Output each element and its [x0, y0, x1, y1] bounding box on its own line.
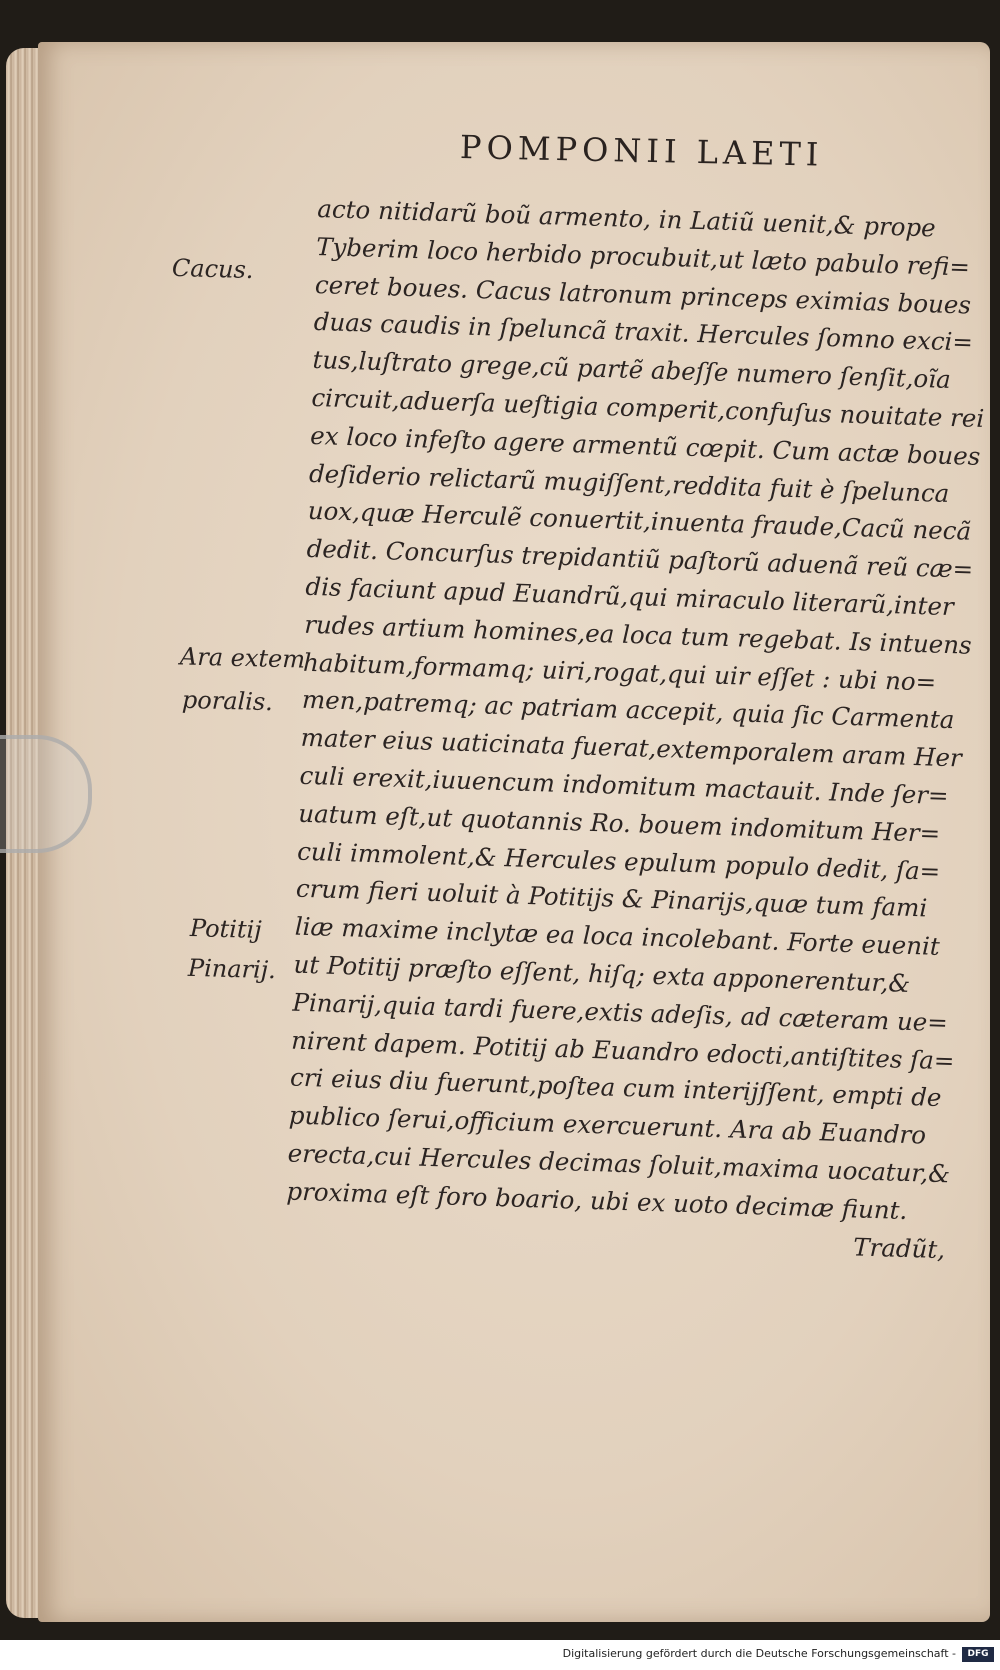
text-line: erecta,cui Hercules decimas ſoluit,maxima uocatur,&: [287, 1138, 951, 1189]
text-line: nirent dapem. Potitij ab Euandro edocti,antiſtites ſa=: [290, 1025, 955, 1075]
text-line: deſiderio relictarũ mugiſſent,reddita fuit è ſpelunca: [308, 458, 950, 508]
text-line: publico ſerui,officium exercuerunt. Ara ab Euandro: [288, 1100, 927, 1150]
margin-note-pinarij: Pinarij.: [187, 953, 277, 985]
text-line: Tyberim loco herbido procubuit,ut læto pabulo refi=: [315, 231, 971, 282]
margin-note-ara-line1: Ara extem: [179, 642, 306, 674]
text-line: dedit. Concurſus trepidantiũ paſtorũ aduenã reũ cæ=: [306, 534, 974, 584]
text-line: duas caudis in ſpeluncã traxit. Hercules ſomno exci=: [313, 307, 974, 358]
text-line: rudes artium homines,ea loca tum regebat. Is intuens: [303, 609, 973, 660]
text-line: circuit,aduerſa ueſtigia comperit,confuſus nouitate rei: [311, 382, 985, 434]
text-line: men,patremq; ac patriam accepit, quia ſic Carmenta: [301, 685, 955, 735]
text-line: Pinarij,quia tardi fuere,extis adeſis, ad cæteram ue=: [292, 987, 949, 1037]
text-line: ceret boues. Cacus latronum princeps eximias boues: [314, 269, 972, 320]
text-line: crum fieri uoluit à Potitijs & Pinarijs,quæ tum fami: [295, 874, 928, 923]
text-line: uox,quæ Herculẽ conuertit,inuenta fraude,Cacũ necã: [307, 496, 972, 547]
text-line: proxima eſt foro boario, ubi ex uoto decimæ fiunt.: [286, 1176, 908, 1225]
margin-note-cacus: Cacus.: [171, 253, 254, 285]
margin-note-potitij: Potitij: [189, 914, 263, 944]
margin-note-ara-line2: poralis.: [181, 685, 274, 717]
footer-bar: [0, 1640, 1000, 1670]
text-line: dis faciunt apud Euandrũ,qui miraculo literarũ,inter: [305, 571, 955, 622]
text-line: habitum,formamq; uiri,rogat,qui uir eſſet : ubi no=: [302, 647, 937, 697]
text-line: uatum eſt,ut quotannis Ro. bouem indomitum Her=: [297, 798, 941, 848]
text-line: ex loco infeſto agere armentũ cœpit. Cum actæ boues: [309, 420, 981, 471]
running-head: POMPONII LAETI: [459, 128, 824, 174]
footer-credit: Digitalisierung gefördert durch die Deutsche Forschungsgemeinschaft -: [562, 1647, 956, 1660]
text-line: culi immolent,& Hercules epulum populo dedit, ſa=: [296, 836, 941, 886]
text-line: mater eius uaticinata fuerat,extemporalem aram Her: [300, 722, 963, 773]
text-line: culi erexit,iuuencum indomitum mactauit. Inde ſer=: [299, 760, 949, 811]
text-line: cri eius diu fuerunt,poſtea cum interijſſent, empti de: [289, 1062, 942, 1113]
text-line: liæ maxime inclytæ ea loca incolebant. Forte euenit: [294, 911, 941, 962]
dfg-logo: DFG: [962, 1647, 994, 1662]
text-line: acto nitidarũ boũ armento, in Latiũ uenit,& prope: [316, 193, 937, 243]
text-line: tus,luſtrato grege,cũ partẽ abeſſe numero ſenſit,oĩa: [312, 345, 952, 395]
text-line: ut Potitij præſto eſſent, hiſq; exta apponerentur,&: [293, 949, 911, 998]
catchword: Tradũt,: [852, 1231, 946, 1264]
main-text-block: [285, 190, 985, 1269]
